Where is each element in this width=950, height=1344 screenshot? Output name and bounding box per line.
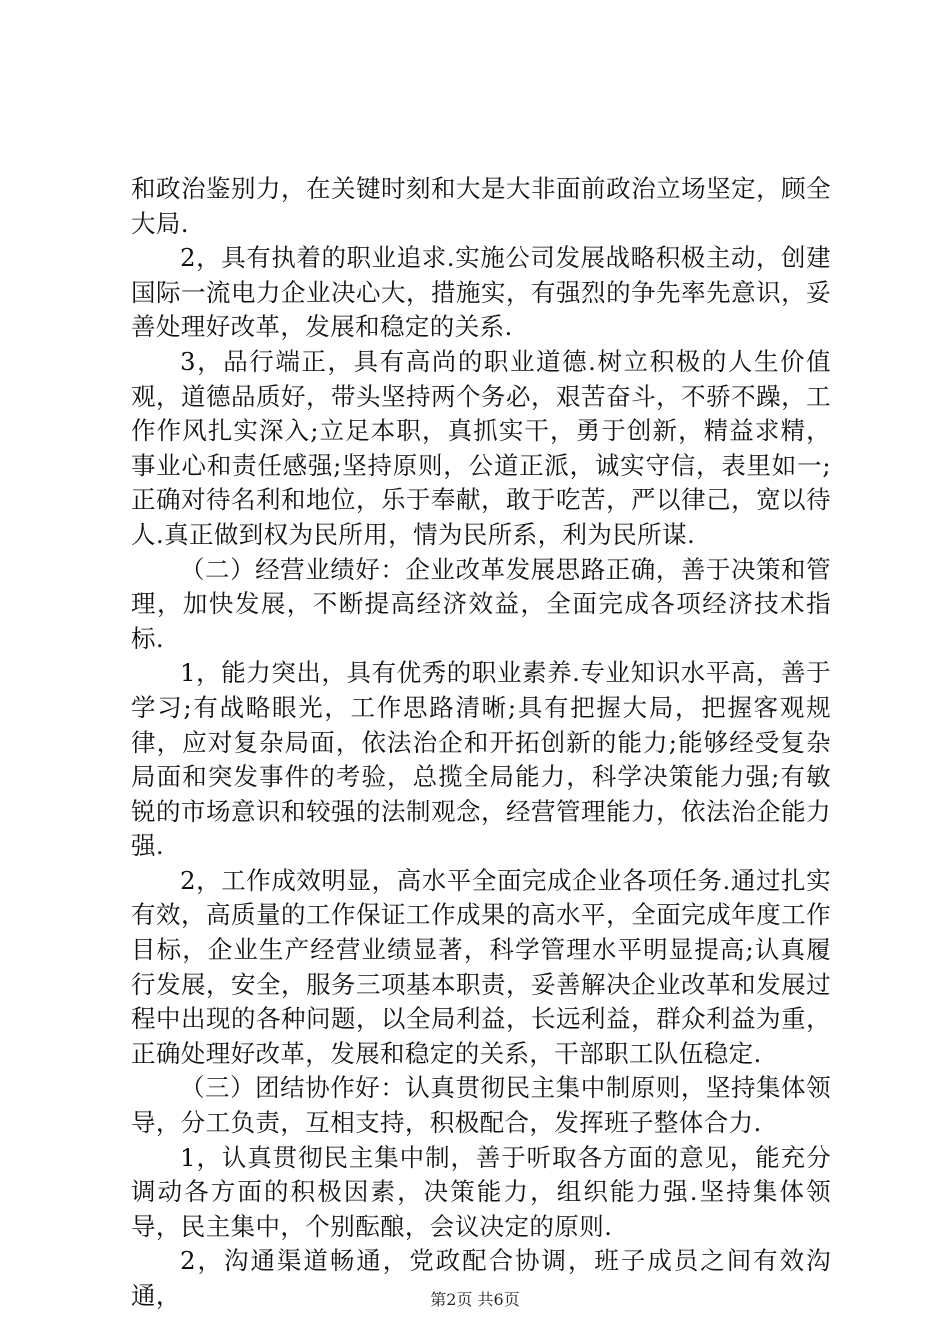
paragraph-continuation: 和政治鉴别力，在关键时刻和大是大非面前政治立场坚定，顾全大局. [131,174,831,238]
paragraph-item-1-democratic-centralism: 1，认真贯彻民主集中制，善于听取各方面的意见，能充分调动各方面的积极因素，决策能力，组织能力强.坚持集体领导，民主集中，个别酝酿，会议决定的原则. [131,1142,831,1241]
section-heading-business-performance: （二）经营业绩好：企业改革发展思路正确，善于决策和管理，加快发展，不断提高经济效益，全面完成各项经济技术指标. [131,554,831,653]
paragraph-item-3-professional-ethics: 3，品行端正，具有高尚的职业道德.树立积极的人生价值观，道德品质好，带头坚持两个务必，艰苦奋斗，不骄不躁，工作作风扎实深入;立足本职，真抓实干，勇于创新，精益求精，事业心和责任感强;坚持原则，公道正派，诚实守信，表里如一;正确对待名利和地位，乐于奉献，敢于吃苦，严以律己，宽以待人.真正做到权为民所用，情为民所系，利为民所谋. [131,346,831,549]
paragraph-item-2-career-pursuit: 2，具有执着的职业追求.实施公司发展战略积极主动，创建国际一流电力企业决心大，措施实，有强烈的争先率先意识，妥善处理好改革，发展和稳定的关系. [131,243,831,342]
paragraph-item-2-communication: 2，沟通渠道畅通，党政配合协调，班子成员之间有效沟通， [131,1246,831,1310]
page-number-footer: 第2页 共6页 [430,1290,520,1309]
section-heading-teamwork: （三）团结协作好：认真贯彻民主集中制原则，坚持集体领导，分工负责，互相支持，积极配合，发挥班子整体合力. [131,1073,831,1138]
paragraph-item-1-ability: 1，能力突出，具有优秀的职业素养.专业知识水平高，善于学习;有战略眼光，工作思路清晰;具有把握大局，把握客观规律，应对复杂局面，依法治企和开拓创新的能力;能够经受复杂局面和突发事件的考验，总揽全局能力，科学决策能力强;有敏锐的市场意识和较强的法制观念，经营管理能力，依法治企能力强. [131,658,831,861]
paragraph-item-2-work-results: 2，工作成效明显，高水平全面完成企业各项任务.通过扎实有效，高质量的工作保证工作成果的高水平，全面完成年度工作目标，企业生产经营业绩显著，科学管理水平明显提高;认真履行发展，安全，服务三项基本职责，妥善解决企业改革和发展过程中出现的各种问题，以全局利益，长远利益，群众利益为重，正确处理好改革，发展和稳定的关系，干部职工队伍稳定. [131,865,831,1068]
document-body [131,172,831,1314]
